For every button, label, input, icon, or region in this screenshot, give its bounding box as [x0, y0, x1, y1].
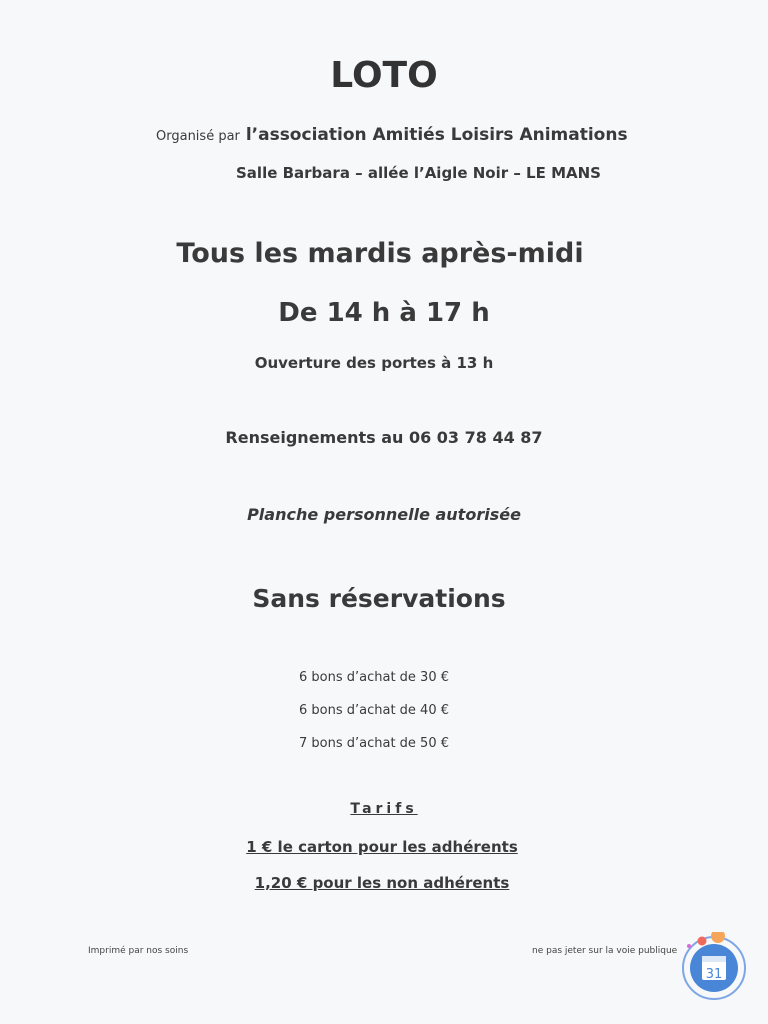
tarifs-heading: Tarifs: [350, 801, 418, 817]
prize-item: 7 bons d’achat de 50 €: [298, 736, 449, 751]
tarif-item: 1 € le carton pour les adhérents: [246, 838, 518, 856]
footer-left: Imprimé par nos soins: [88, 946, 189, 956]
page-title: LOTO: [330, 55, 438, 96]
organizer-prefix: Organisé par: [156, 129, 240, 144]
prize-item: 6 bons d’achat de 30 €: [298, 670, 449, 685]
footer-right: ne pas jeter sur la voie publique: [532, 946, 678, 956]
address: Salle Barbara – allée l’Aigle Noir – LE MANS: [236, 164, 601, 182]
calendar-day: 31: [705, 967, 723, 982]
calendar-badge-icon[interactable]: [680, 932, 748, 1000]
planche-note: Planche personnelle autorisée: [247, 505, 521, 524]
reservations-note: Sans réservations: [252, 584, 506, 613]
schedule-days: Tous les mardis après-midi: [176, 238, 584, 269]
contact-info: Renseignements au 06 03 78 44 87: [225, 428, 543, 447]
prize-item: 6 bons d’achat de 40 €: [298, 703, 449, 718]
schedule-hours: De 14 h à 17 h: [278, 298, 490, 328]
doors-opening: Ouverture des portes à 13 h: [254, 354, 494, 372]
tarif-item: 1,20 € pour les non adhérents: [254, 874, 510, 892]
organizer-name: l’association Amitiés Loisirs Animations: [245, 125, 628, 145]
organizer: [156, 125, 628, 145]
